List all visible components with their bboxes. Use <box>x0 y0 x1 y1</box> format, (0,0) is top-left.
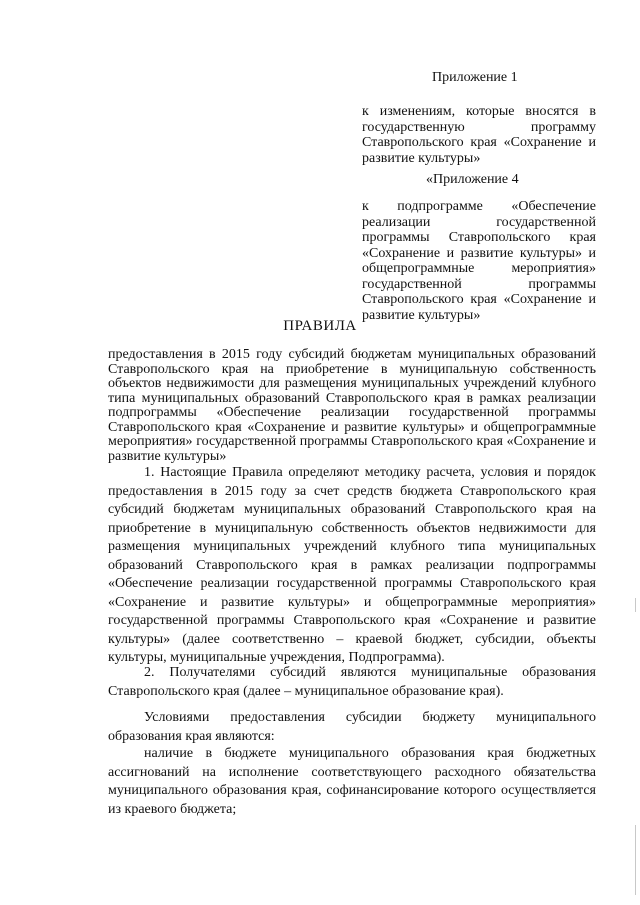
appendix-4-heading: «Приложение 4 <box>426 172 519 187</box>
paragraph-1 <box>108 464 596 668</box>
appendix-4-note: к подпрограмме «Обеспечение реализации государственной программы Ставропольского края «Сохранение и развитие культуры» и общепрограммные мероприятия» государственной программы Ставропольского края «Сохранение и развитие культуры» <box>362 199 596 323</box>
paragraph-1-text: 1. Настоящие Правила определяют методику расчета, условия и порядок предоставления в 2015 году за счет средств бюджета Ставропольского края субсидий бюджетам муниципальных образований Ставропольского края на приобретение в муниципальную собственность объектов недвижимости для размещения муниципальных учреждений клубного типа муниципальных образований Ставропольского края в рамках реализации подпрограммы «Обеспечение реализации государственной программы Ставропольского края «Сохранение и развитие культуры» и общепрограммные мероприятия» государственной программы Ставропольского края «Сохранение и развитие культуры» (далее соответственно – краевой бюджет, субсидии, объекты культуры, муниципальные учреждения, Подпрограмма). <box>108 465 596 665</box>
scan-edge-mark <box>635 598 636 612</box>
appendix-1-heading: Приложение 1 <box>432 70 518 85</box>
paragraph-3 <box>108 709 596 746</box>
document-preamble: предоставления в 2015 году субсидий бюджетам муниципальных образований Ставропольского края на приобретение в муниципальную собственность объектов недвижимости для размещения муниципальных учреждений клубного типа муниципальных образований Ставропольского края в рамках реализации подпрограммы «Обеспечение реализации государственной программы Ставропольского края «Сохранение и развитие культуры» и общепрограммные мероприятия» государственной программы Ставропольского края «Сохранение и развитие культуры» <box>108 347 596 464</box>
paragraph-2 <box>108 664 596 701</box>
paragraph-3-text: Условиями предоставления субсидии бюджету муниципального образования края являются: <box>108 710 596 744</box>
paragraph-2-text: 2. Получателями субсидий являются муниципальные образования Ставропольского края (далее – муниципальное образование края). <box>108 665 596 699</box>
paragraph-4-text: наличие в бюджете муниципального образования края бюджетных ассигнований на исполнение соответствующего расходного обязательства муниципального образования края, софинансирование которого осуществляется из краевого бюджета; <box>108 746 596 817</box>
paragraph-4 <box>108 745 596 819</box>
scan-edge-mark <box>635 825 636 895</box>
document-title: ПРАВИЛА <box>283 318 357 334</box>
appendix-1-note: к изменениям, которые вносятся в государственную программу Ставропольского края «Сохранение и развитие культуры» <box>362 104 596 166</box>
